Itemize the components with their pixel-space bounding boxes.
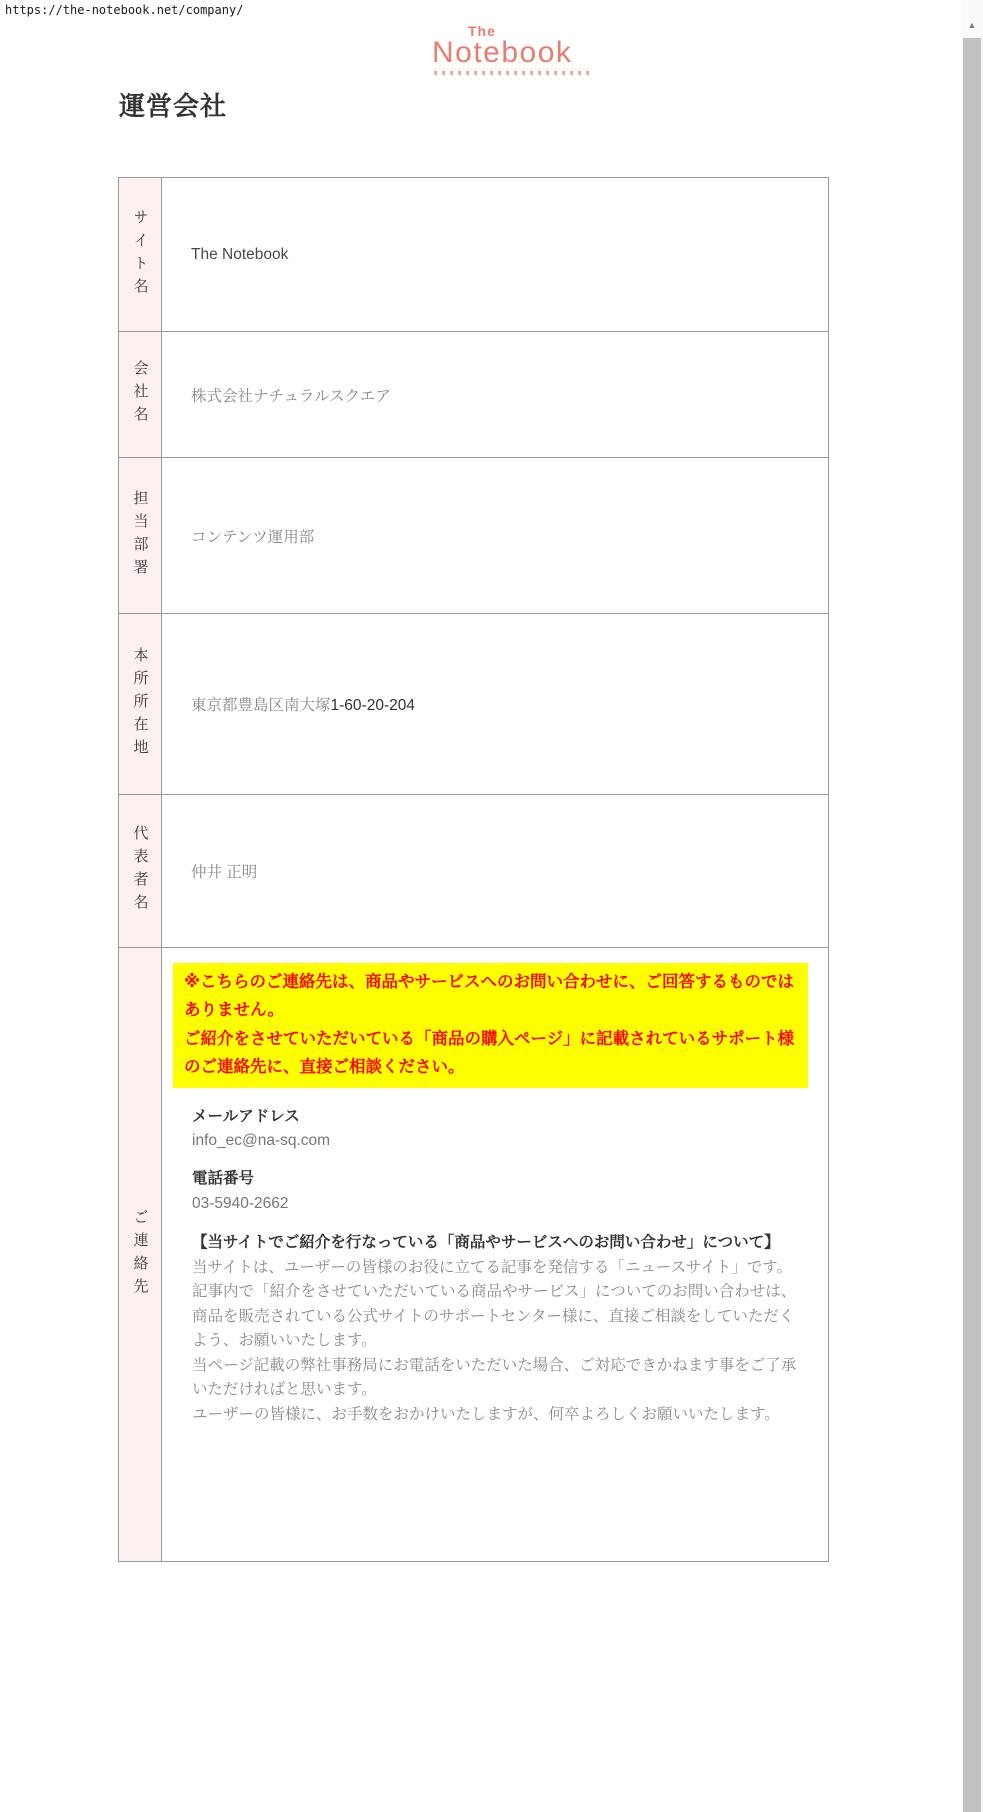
scroll-up-arrow-icon: ▲	[967, 20, 977, 30]
row-value-site-name	[162, 178, 828, 331]
scrollbar-thumb[interactable]	[963, 38, 981, 1812]
contact-paragraph: 当サイトは、ユーザーの皆様のお役に立てる記事を発信する「ニュースサイト」です。	[192, 1259, 793, 1276]
row-value-representative	[162, 795, 828, 947]
contact-paragraph: ユーザーの皆様に、お手数をおかけいたしますが、何卒よろしくお願いいたします。	[192, 1405, 780, 1423]
table-row-contact	[119, 948, 828, 1561]
logo-main-text: Notebook	[432, 36, 573, 69]
contact-paragraph: 記事内で「紹介をさせていただいている商品やサービス」についてのお問い合わせは、商品を販売されている公式サイトのサポートセンター様に、直接ご相談をしていただくよう、お願いいたします。	[192, 1283, 797, 1350]
contact-paragraph: 当ページ記載の弊社事務局にお電話をいただいた場合、ご対応できかねます事をご了承いただければと思います。	[192, 1356, 797, 1399]
site-name-value: The Notebook	[191, 245, 289, 263]
page-title: 運営会社	[119, 91, 228, 121]
warning-line: ご紹介をさせていただいている「商品の購入ページ」に記載されているサポート様のご連絡先に、直接ご相談ください。	[184, 1029, 795, 1077]
page-url: https://the-notebook.net/company/	[5, 3, 244, 17]
warning-line: ※こちらのご連絡先は、商品やサービスへのお問い合わせに、ご回答するものではありません。	[184, 973, 795, 1020]
address-number: 1-60-20-204	[330, 697, 415, 714]
row-header-site-name: サイト名	[119, 178, 162, 331]
table-row-site-name	[119, 178, 828, 332]
row-header-company-name: 会社名	[119, 332, 162, 457]
representative-value: 仲井 正明	[191, 864, 258, 881]
scrollbar[interactable]	[961, 0, 983, 1812]
table-row-address	[119, 614, 828, 795]
table-row-company-name	[119, 332, 828, 458]
table-row-department	[119, 458, 828, 614]
row-value-company-name	[162, 332, 828, 457]
faq-heading: 【当サイトでご紹介を行なっている「商品やサービスへのお問い合わせ」について】	[192, 1234, 780, 1252]
phone-label: 電話番号	[192, 1170, 255, 1188]
row-header-representative: 代表者名	[119, 795, 162, 947]
address-text: 東京都豊島区南大塚	[191, 697, 331, 714]
row-value-address	[162, 614, 828, 794]
warning-highlight	[173, 963, 808, 1088]
site-logo[interactable]	[432, 24, 612, 75]
row-header-department: 担当部署	[119, 458, 162, 613]
scroll-up-button[interactable]	[963, 14, 981, 36]
address-value	[191, 693, 415, 715]
row-header-contact: ご連絡先	[119, 948, 162, 1561]
logo-the-text: The	[468, 23, 496, 39]
email-address: info_ec@na-sq.com	[192, 1131, 331, 1149]
logo-underline-dots-icon	[434, 71, 592, 75]
row-value-contact	[162, 948, 828, 1561]
phone-number: 03-5940-2662	[192, 1194, 289, 1212]
company-name-value: 株式会社ナチュラルスクエア	[191, 387, 391, 405]
department-value: コンテンツ運用部	[191, 528, 315, 546]
company-info-table	[118, 177, 829, 1562]
row-header-address: 本所所在地	[119, 614, 162, 794]
table-row-representative	[119, 795, 828, 948]
email-label: メールアドレス	[192, 1107, 300, 1125]
row-value-department	[162, 458, 828, 613]
